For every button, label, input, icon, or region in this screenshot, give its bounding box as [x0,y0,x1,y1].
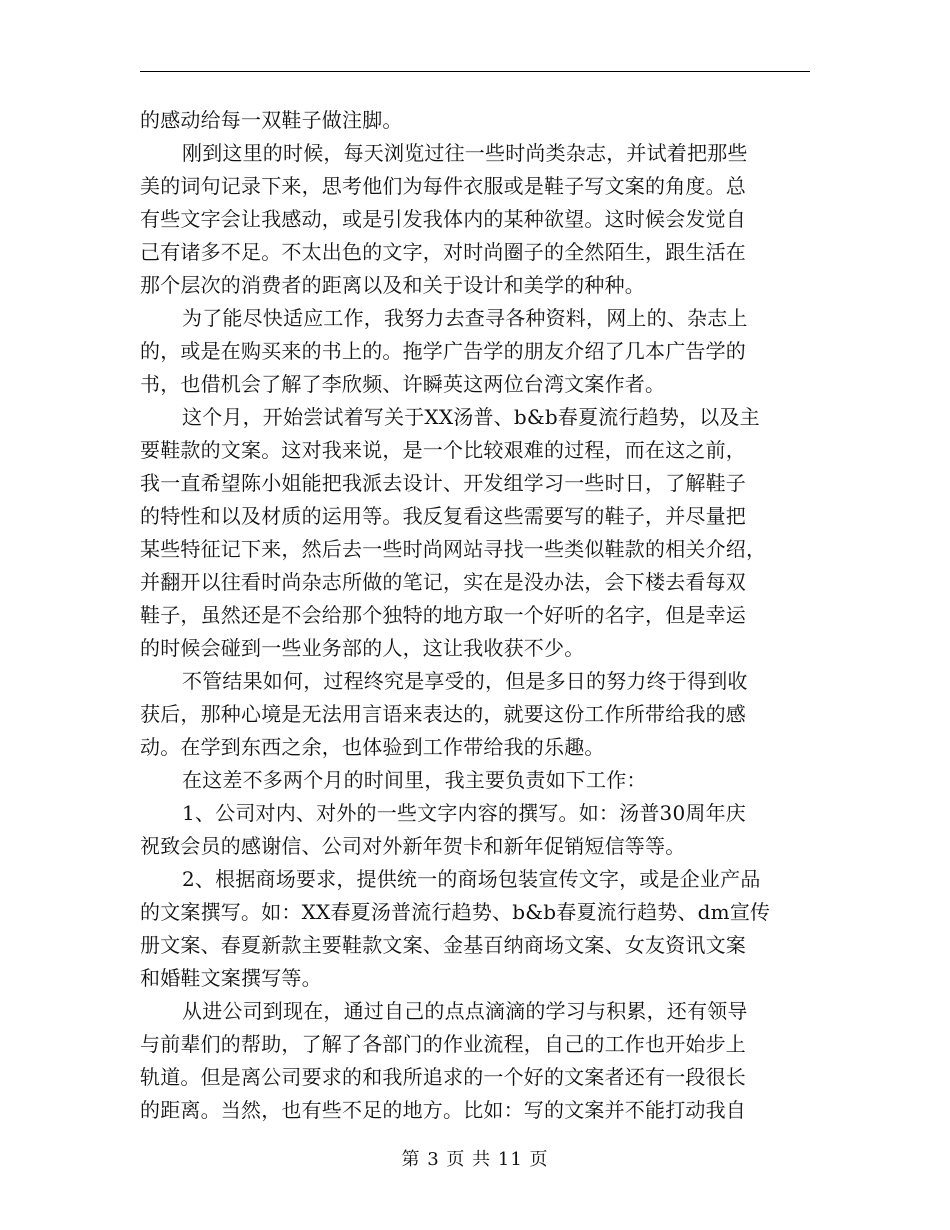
text-line: 的距离。当然，也有些不足的地方。比如：写的文案并不能打动我自 [140,1098,746,1122]
text-line: 己有诸多不足。不太出色的文字，对时尚圈子的全然陌生，跟生活在 [140,240,746,264]
footer-label-of: 页 共 [446,1149,492,1170]
header-rule [140,71,810,72]
text-line: 和婚鞋文案撰写等。 [140,966,322,990]
text-line: 从进公司到现在，通过自己的点点滴滴的学习与积累，还有领导 [182,999,748,1023]
text-line: 的感动给每一双鞋子做注脚。 [140,108,403,132]
text-line: 这个月，开始尝试着写关于XX汤普、b&b春夏流行趋势，以及主 [182,405,760,429]
text-line: 我一直希望陈小姐能把我派去设计、开发组学习一些时日，了解鞋子 [140,471,746,495]
text-line: 在这差不多两个月的时间里，我主要负责如下工作： [182,768,647,792]
document-body [140,104,812,1127]
text-line: 有些文字会让我感动，或是引发我体内的某种欲望。这时候会发觉自 [140,207,746,231]
text-line: 轨道。但是离公司要求的和我所追求的一个好的文案者还有一段很长 [140,1065,746,1089]
footer-total-pages: 11 [497,1149,523,1170]
text-line: 要鞋款的文案。这对我来说，是一个比较艰难的过程，而在这之前， [140,438,746,462]
text-line: 的，或是在购买来的书上的。拖学广告学的朋友介绍了几本广告学的 [140,339,746,363]
text-line: 与前辈们的帮助，了解了各部门的作业流程，自己的工作也开始步上 [140,1032,746,1056]
footer-current-page: 3 [427,1149,440,1170]
text-line: 那个层次的消费者的距离以及和关于设计和美学的种种。 [140,273,645,297]
footer-label-page: 第 [401,1149,421,1170]
text-line: 祝致会员的感谢信、公司对外新年贺卡和新年促销短信等等。 [140,834,686,858]
text-line: 动。在学到东西之余，也体验到工作带给我的乐趣。 [140,735,605,759]
text-line: 的文案撰写。如：XX春夏汤普流行趋势、b&b春夏流行趋势、dm宣传 [140,900,771,924]
text-line: 2、根据商场要求，提供统一的商场包装宣传文字，或是企业产品 [182,867,761,891]
text-line: 并翻开以往看时尚杂志所做的笔记，实在是没办法，会下楼去看每双 [140,570,746,594]
text-line: 册文案、春夏新款主要鞋款文案、金基百纳商场文案、女友资讯文案 [140,933,746,957]
text-line: 1、公司对内、对外的一些文字内容的撰写。如：汤普30周年庆 [182,801,746,825]
footer-label-end: 页 [529,1149,549,1170]
text-line: 美的词句记录下来，思考他们为每件衣服或是鞋子写文案的角度。总 [140,174,746,198]
text-line: 不管结果如何，过程终究是享受的，但是多日的努力终于得到收 [182,669,748,693]
text-line: 书，也借机会了解了李欣频、许瞬英这两位台湾文案作者。 [140,372,666,396]
text-line: 获后，那种心境是无法用言语来表达的，就要这份工作所带给我的感 [140,702,746,726]
text-line: 刚到这里的时候，每天浏览过往一些时尚类杂志，并试着把那些 [182,141,748,165]
text-line: 鞋子，虽然还是不会给那个独特的地方取一个好听的名字，但是幸运 [140,603,746,627]
text-line: 某些特征记下来，然后去一些时尚网站寻找一些类似鞋款的相关介绍， [140,537,767,561]
text-line: 为了能尽快适应工作，我努力去查寻各种资料，网上的、杂志上 [182,306,748,330]
text-line: 的特性和以及材质的运用等。我反复看这些需要写的鞋子，并尽量把 [140,504,746,528]
text-line: 的时候会碰到一些业务部的人，这让我收获不少。 [140,636,585,660]
page-footer [0,1148,950,1172]
